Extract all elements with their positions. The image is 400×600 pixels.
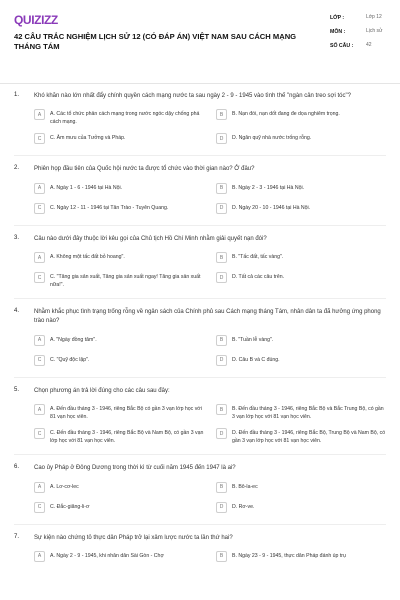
option-text: C. "Quỹ độc lập". bbox=[50, 356, 90, 363]
option-a[interactable] bbox=[34, 108, 204, 126]
question-text: Chọn phương án trả lời đúng cho các câu sau đây: bbox=[34, 387, 170, 394]
option-letter: C bbox=[34, 272, 45, 283]
question-number: 3. bbox=[14, 234, 20, 241]
option-text: B. Ngày 2 - 3 - 1946 tại Hà Nội. bbox=[232, 184, 305, 191]
option-letter: C bbox=[34, 428, 45, 439]
question-stem bbox=[14, 165, 386, 174]
option-text: D. Rơ-ve. bbox=[232, 503, 255, 510]
question-number: 6. bbox=[14, 464, 20, 471]
quizizz-logo: QUIZIZZ bbox=[14, 13, 58, 27]
option-d[interactable] bbox=[216, 354, 386, 368]
option-c[interactable] bbox=[34, 202, 204, 216]
option-letter: A bbox=[34, 551, 45, 562]
question-4 bbox=[0, 308, 400, 368]
option-letter: B bbox=[216, 404, 227, 415]
option-letter: A bbox=[34, 482, 45, 493]
option-text: D. Câu B và C đúng. bbox=[232, 356, 280, 363]
meta-label: MÔN : bbox=[330, 29, 346, 35]
answer-options bbox=[34, 182, 386, 216]
option-b[interactable] bbox=[216, 334, 386, 348]
option-d[interactable] bbox=[216, 202, 386, 216]
option-letter: D bbox=[216, 428, 227, 439]
question-1 bbox=[0, 92, 400, 146]
option-text: B. Đến đầu tháng 3 - 1946, riêng Bắc Bộ và Bắc Trung Bộ, có gần 3 vạn lớp học với 81 vạn học viên. bbox=[232, 406, 384, 421]
option-letter: D bbox=[216, 355, 227, 366]
option-a[interactable] bbox=[34, 251, 204, 265]
option-letter: B bbox=[216, 183, 227, 194]
option-text: D. Ngày 20 - 10 - 1946 tại Hà Nội. bbox=[232, 204, 311, 211]
question-text: Cao ủy Pháp ở Đông Dương trong thời kì từ cuối năm 1945 đến 1947 là ai? bbox=[34, 465, 236, 472]
option-letter: A bbox=[34, 404, 45, 415]
option-text: A. Các tổ chức phản cách mạng trong nước ngóc dậy chống phá cách mạng. bbox=[50, 111, 200, 126]
meta-label: LỚP : bbox=[330, 15, 345, 21]
option-letter: D bbox=[216, 502, 227, 513]
option-a[interactable] bbox=[34, 550, 204, 564]
divider bbox=[14, 225, 386, 226]
question-list bbox=[0, 92, 400, 573]
question-2 bbox=[0, 165, 400, 215]
option-c[interactable] bbox=[34, 271, 204, 289]
option-c[interactable] bbox=[34, 354, 204, 368]
answer-options bbox=[34, 481, 386, 515]
question-3 bbox=[0, 235, 400, 289]
option-c[interactable] bbox=[34, 427, 204, 445]
divider bbox=[14, 377, 386, 378]
option-text: B. Ngày 23 - 9 - 1945, thực dân Pháp đánh úp trụ bbox=[232, 552, 346, 559]
option-text: C. "Tăng gia sản xuất, Tăng gia sản xuất ngay! Tăng gia sản xuất nữa!". bbox=[50, 274, 201, 289]
question-7 bbox=[0, 534, 400, 564]
meta-row-subject bbox=[330, 27, 388, 35]
question-text: Nhằm khắc phục tình trạng trống rỗng về ngân sách của Chính phủ sau Cách mạng tháng Tám, nhân dân ta đã hưởng ứng phong trào nào? bbox=[34, 309, 381, 325]
question-stem bbox=[14, 534, 386, 543]
question-6 bbox=[0, 464, 400, 514]
option-text: B. Bô-la-ec bbox=[232, 483, 258, 490]
option-letter: C bbox=[34, 355, 45, 366]
option-letter: B bbox=[216, 482, 227, 493]
option-letter: B bbox=[216, 551, 227, 562]
option-a[interactable] bbox=[34, 403, 204, 421]
meta-value: 42 bbox=[366, 42, 372, 48]
question-number: 7. bbox=[14, 533, 20, 540]
question-number: 1. bbox=[14, 92, 20, 98]
divider bbox=[14, 298, 386, 299]
answer-options bbox=[34, 251, 386, 289]
option-text: C. Ngày 12 - 11 - 1946 tại Tân Trào - Tuyên Quang. bbox=[50, 204, 169, 211]
option-text: C. Âm mưu của Tưởng và Pháp. bbox=[50, 135, 126, 142]
option-text: A. Lơ-cơ-lec bbox=[50, 483, 79, 490]
option-b[interactable] bbox=[216, 108, 386, 126]
option-text: A. Không một tấc đất bỏ hoang". bbox=[50, 254, 125, 261]
option-letter: A bbox=[34, 252, 45, 263]
option-letter: B bbox=[216, 335, 227, 346]
option-a[interactable] bbox=[34, 481, 204, 495]
option-letter: C bbox=[34, 502, 45, 513]
option-c[interactable] bbox=[34, 501, 204, 515]
option-text: A. Ngày 2 - 9 - 1945, khi nhân dân Sài Gòn - Chợ bbox=[50, 552, 164, 559]
worksheet-header bbox=[0, 0, 400, 84]
option-text: D. Ngân quỹ nhà nước trống rỗng. bbox=[232, 135, 312, 142]
option-text: B. Nạn đói, nạn dốt đang đe dọa nghiêm trọng. bbox=[232, 111, 340, 118]
option-c[interactable] bbox=[34, 132, 204, 146]
option-letter: A bbox=[34, 183, 45, 194]
option-letter: B bbox=[216, 252, 227, 263]
option-text: B. "Tấc đất, tấc vàng". bbox=[232, 254, 284, 261]
option-b[interactable] bbox=[216, 251, 386, 265]
question-5 bbox=[0, 387, 400, 446]
page-title: 42 CÂU TRẮC NGHIỆM LỊCH SỬ 12 (CÓ ĐÁP ÁN) VIỆT NAM SAU CÁCH MẠNG THÁNG TÁM bbox=[14, 32, 297, 52]
meta-value: Lớp 12 bbox=[366, 14, 382, 20]
option-letter: C bbox=[34, 133, 45, 144]
option-letter: D bbox=[216, 272, 227, 283]
question-number: 2. bbox=[14, 165, 20, 172]
answer-options bbox=[34, 403, 386, 445]
question-stem bbox=[14, 235, 386, 244]
answer-options bbox=[34, 550, 386, 564]
option-text: A. Ngày 1 - 6 - 1946 tại Hà Nội. bbox=[50, 184, 123, 191]
meta-value: Lịch sử bbox=[366, 28, 383, 34]
option-text: C. Đến đầu tháng 3 - 1946, riêng Bắc Bộ và Nam Bộ, có gần 3 vạn lớp học với 81 vạn học viên. bbox=[50, 430, 204, 445]
question-text: Phiên họp đầu tiên của Quốc hội nước ta được tổ chức vào thời gian nào? Ở đâu? bbox=[34, 166, 255, 173]
divider bbox=[14, 524, 386, 525]
divider bbox=[14, 155, 386, 156]
option-b[interactable] bbox=[216, 550, 386, 564]
option-d[interactable] bbox=[216, 271, 386, 289]
option-b[interactable] bbox=[216, 481, 386, 495]
option-d[interactable] bbox=[216, 427, 386, 445]
meta-label: SỐ CÂU : bbox=[330, 43, 354, 49]
option-d[interactable] bbox=[216, 501, 386, 515]
option-letter: B bbox=[216, 109, 227, 120]
answer-options bbox=[34, 334, 386, 368]
option-letter: A bbox=[34, 335, 45, 346]
option-letter: C bbox=[34, 203, 45, 214]
question-stem bbox=[14, 387, 386, 396]
question-number: 4. bbox=[14, 308, 20, 315]
option-d[interactable] bbox=[216, 132, 386, 146]
option-letter: D bbox=[216, 203, 227, 214]
question-stem bbox=[14, 464, 386, 473]
option-a[interactable] bbox=[34, 334, 204, 348]
question-number: 5. bbox=[14, 386, 20, 393]
question-text: Sự kiện nào chứng tỏ thực dân Pháp trở lại xâm lược nước ta lần thứ hai? bbox=[34, 534, 233, 541]
answer-options bbox=[34, 108, 386, 146]
meta-row-class bbox=[330, 13, 388, 21]
option-text: A. "Ngày đồng tâm". bbox=[50, 336, 97, 343]
worksheet-meta bbox=[330, 13, 388, 55]
option-text: B. "Tuần lễ vàng". bbox=[232, 336, 274, 343]
question-stem bbox=[14, 92, 386, 101]
option-text: D. Đến đầu tháng 3 - 1946, riêng Bắc Bộ, Trung Bộ và Nam Bộ, có gần 3 vạn lớp học với 81 vạn học viên. bbox=[232, 430, 386, 445]
option-a[interactable] bbox=[34, 182, 204, 196]
option-text: C. Đắc-giăng-li-ơ bbox=[50, 503, 90, 510]
divider bbox=[14, 454, 386, 455]
question-text: Khó khăn nào lớn nhất đẩy chính quyền cách mạng nước ta sau ngày 2 - 9 - 1945 vào tình thế "ngàn cân treo sợi tóc"? bbox=[34, 93, 351, 99]
question-stem bbox=[14, 308, 386, 327]
option-b[interactable] bbox=[216, 403, 386, 421]
option-text: A. Đến đầu tháng 3 - 1946, riêng Bắc Bộ có gần 3 vạn lớp học với 81 vạn học viên. bbox=[50, 406, 202, 421]
question-text: Câu nào dưới đây thuộc lời kêu gọi của Chủ tịch Hồ Chí Minh nhằm giải quyết nạn đói? bbox=[34, 235, 267, 242]
option-text: D. Tất cả các câu trên. bbox=[232, 274, 285, 281]
option-letter: D bbox=[216, 133, 227, 144]
option-b[interactable] bbox=[216, 182, 386, 196]
meta-row-count bbox=[330, 41, 388, 49]
option-letter: A bbox=[34, 109, 45, 120]
